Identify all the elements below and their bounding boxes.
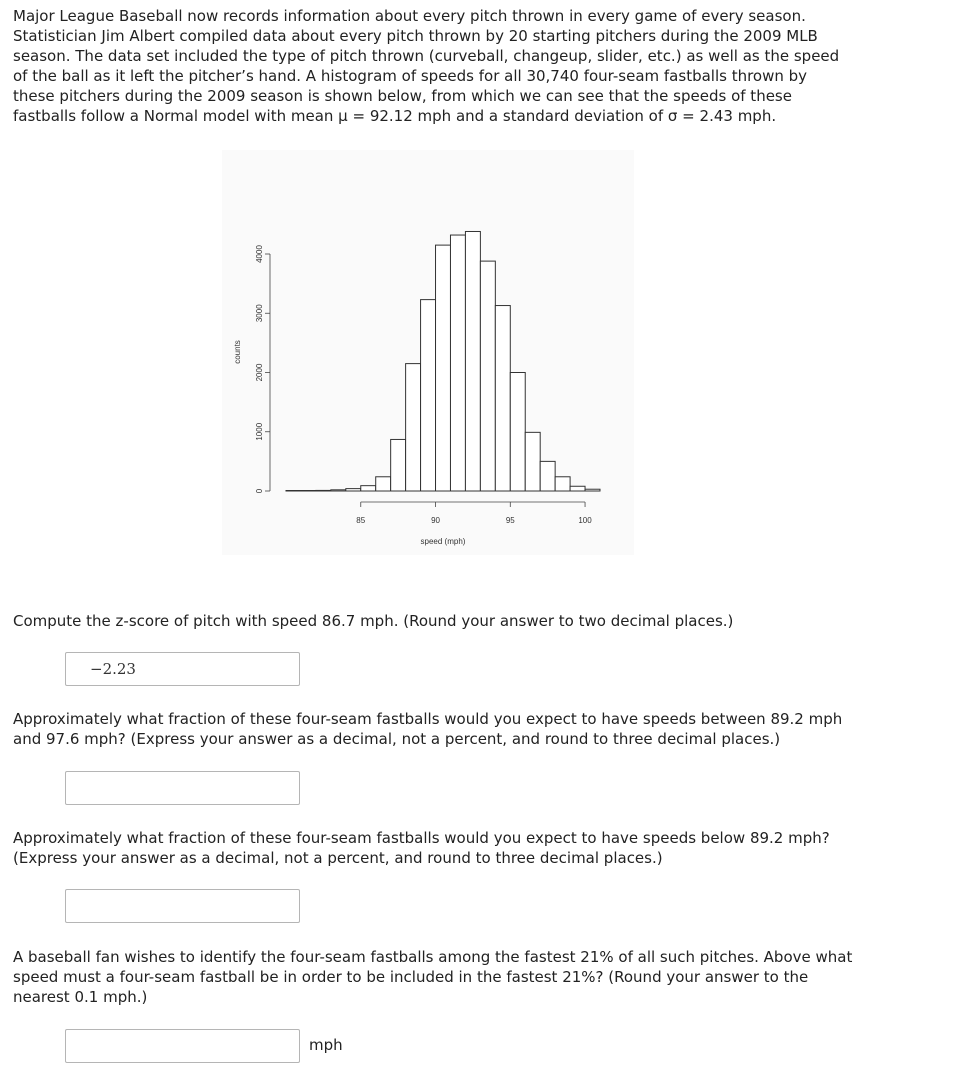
histogram-bar-4 — [346, 489, 361, 491]
histogram-bar-5 — [361, 486, 376, 491]
answer-input-2[interactable] — [65, 771, 300, 805]
question-4-text: A baseball fan wishes to identify the four-seam fastballs among the fastest 21% of all such pitches. Above what speed must a four-seam fastball be in order to be included in the fastest 21%? (Round your answer to the nearest 0.1 mph.) — [13, 948, 853, 1006]
answer-input-1[interactable] — [65, 652, 300, 686]
answer-unit-label: mph — [309, 1036, 343, 1054]
x-tick-label: 85 — [356, 516, 366, 525]
y-tick-label: 1000 — [255, 422, 264, 441]
histogram-bar-6 — [376, 477, 391, 491]
answer-input-4[interactable] — [65, 1029, 300, 1063]
histogram-bar-7 — [391, 439, 406, 491]
y-tick-label: 4000 — [255, 245, 264, 263]
histogram-bar-13 — [480, 261, 495, 491]
question-1-text: Compute the z-score of pitch with speed 86.7 mph. (Round your answer to two decimal places.) — [13, 612, 734, 630]
x-tick-label: 100 — [578, 516, 592, 525]
histogram-bar-19 — [570, 486, 585, 491]
histogram-svg — [222, 150, 634, 555]
problem-intro: Major League Baseball now records information about every pitch thrown in every game of every season. Statistician Jim Albert compiled data about every pitch thrown by 20 starting pitchers during the 2009 MLB season. The data set included the type of pitch thrown (curveball, changeup, slider, etc.) as well as the speed of the ball as it left the pitcher’s hand. A histogram of speeds for all 30,740 four-seam fastballs thrown by these pitchers during the 2009 season is shown below, from which we can see that the speeds of these fastballs follow a Normal model with mean μ = 92.12 mph and a standard deviation of σ = 2.43 mph. — [13, 7, 840, 125]
x-tick-label: 90 — [431, 516, 440, 525]
question-3-text: Approximately what fraction of these four-seam fastballs would you expect to have speeds below 89.2 mph? (Express your answer as a decimal, not a percent, and round to three decimal places.) — [13, 829, 830, 867]
y-tick-label: 0 — [255, 488, 264, 494]
histogram-bar-2 — [316, 490, 331, 491]
histogram-bar-20 — [585, 489, 600, 491]
x-axis-label: speed (mph) — [420, 537, 466, 546]
question-2-text: Approximately what fraction of these four-seam fastballs would you expect to have speeds between 89.2 mph and 97.6 mph? (Express your answer as a decimal, not a percent, and round to three decimal places.) — [13, 710, 843, 748]
histogram-bar-14 — [495, 306, 510, 491]
histogram-bar-0 — [286, 491, 301, 492]
histogram-bar-18 — [555, 477, 570, 491]
histogram-bars — [286, 231, 600, 491]
histogram-bar-10 — [436, 245, 451, 491]
histogram-bar-1 — [301, 491, 316, 492]
y-axis-label: counts — [233, 340, 242, 364]
histogram-bar-11 — [450, 235, 465, 491]
histogram-bar-16 — [525, 432, 540, 491]
answer-input-3[interactable] — [65, 889, 300, 923]
x-tick-label: 95 — [505, 516, 515, 525]
histogram-bar-8 — [406, 364, 421, 491]
y-tick-label: 2000 — [255, 363, 264, 382]
histogram-bar-3 — [331, 490, 346, 491]
y-tick-label: 3000 — [255, 304, 264, 323]
histogram-bar-15 — [510, 373, 525, 492]
histogram-bar-9 — [421, 300, 436, 491]
histogram-bar-17 — [540, 461, 555, 491]
histogram-bar-12 — [465, 231, 480, 491]
speed-histogram — [222, 150, 634, 555]
